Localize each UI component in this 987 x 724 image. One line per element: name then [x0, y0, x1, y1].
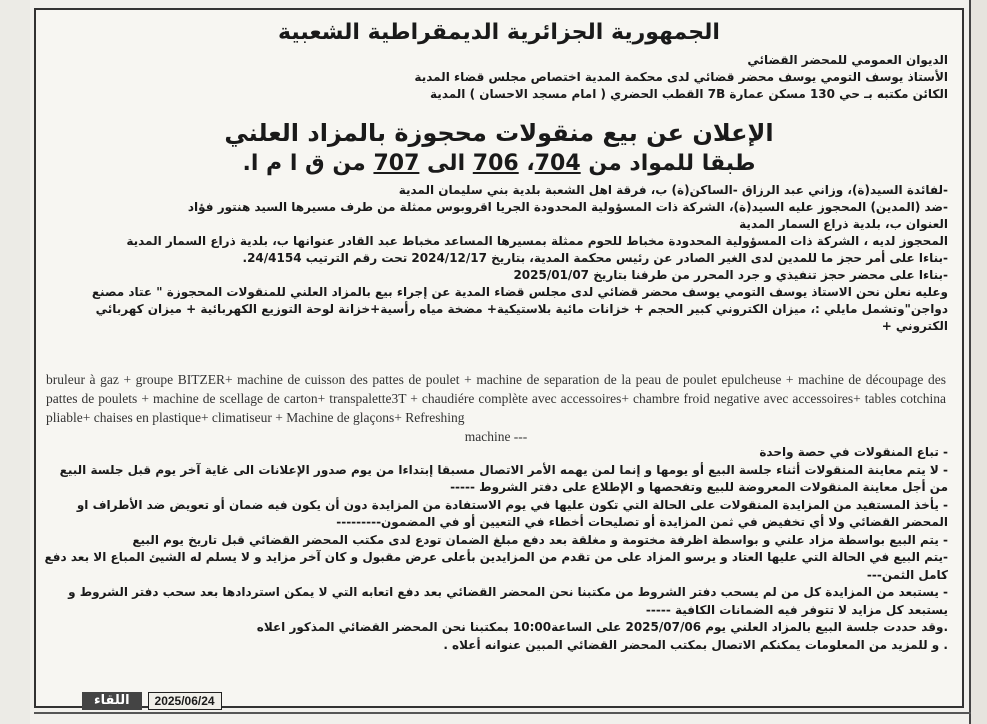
office-line-2: الأستاذ يوسف التومي يوسف محضر قضائي لدى محكمة المدية اختصاص مجلس قضاء المدية	[414, 70, 948, 84]
subtitle-prefix: طبقا للمواد من	[580, 151, 756, 176]
condition-4: - يتم البيع بواسطة مزاد علني و بواسطة اظرفة مختومة و مغلقة بعد دفع مبلغ الضمان تودع لدى مكتب المحضر القضائي قبل تاريخ يوم البيع	[132, 532, 948, 547]
subtitle-mid: الى	[419, 151, 473, 176]
office-line-1: الديوان العمومي للمحضر القضائي	[747, 53, 948, 67]
office-line-3: الكائن مكتبه بـ حي 130 مسكن عمارة 7B القطب الحضري ( امام مسجد الاحسان ) المدية	[430, 87, 948, 101]
announcement-title: الإعلان عن بيع منقولات محجوزة بالمزاد العلني	[224, 119, 774, 147]
equipment-list-last: machine ---	[464, 429, 528, 444]
publication-date: 2025/06/24	[148, 692, 222, 710]
body-line-6: -بناءا على محضر حجز تنفيذي و جرد المحرر من طرفنا بتاريخ 2025/01/07	[513, 268, 948, 282]
announcement-frame	[34, 8, 964, 708]
sale-conditions	[43, 444, 948, 654]
contact-line: . و للمزيد من المعلومات يمكنكم الاتصال بمكتب المحضر القضائي المبين عنوانه أعلاه .	[443, 637, 948, 652]
bottom-rule	[34, 712, 971, 714]
left-margin-strip	[0, 0, 30, 724]
article-704: 704	[534, 151, 581, 176]
body-line-5: -بناءا على أمر حجز ما للمدين لدى الغير الصادر عن رئيس محكمة المدية، بتاريخ 2024/12/17 تحت رقم الترتيب 24/4154.	[242, 251, 948, 265]
office-header	[308, 52, 948, 103]
condition-6: - يستبعد من المزايدة كل من لم يسحب دفتر الشروط من مكتبنا نحن المحضر القضائي بعد دفع اتعابه التي لا يمكن استردادها بعد سحب دفتر الشروط و يستبعد كل مزايد لا تتوفر فيه الضمانات الكافية -----	[68, 585, 948, 617]
equipment-list-text: bruleur à gaz + groupe BITZER+ machine de cuisson des pattes de poulet + machine de separation de la peau de poulet epulcheuse + machine de découpage des pattes de poulets + machine de scellage de carton+ transpalette3T + chaudiére complète avec accessoires+ chambre froid negative avec accessoires+ tables cotchina pliable+ chaises en plastique+ climatiseur + Machine de glaçons+ Refreshing	[46, 372, 946, 425]
comma-sep: ،	[518, 151, 535, 176]
subtitle-suffix: من ق ا م ا.	[242, 151, 374, 176]
body-line-1: -لفائدة السيد(ة)، وزاني عبد الرزاق -الساكن(ة) ب، فرقة اهل الشعبة بلدية بني سليمان المدية	[398, 183, 948, 197]
body-line-2: -ضد (المدين) المحجوز عليه السيد(ة)، الشركة ذات المسؤولية المحدودة الجريا اقروبوس ممثلة من طرف مسيرها السيد هنتور فؤاد	[187, 200, 948, 214]
publication-footer	[82, 692, 222, 710]
sale-date-line: .وقد حددت جلسة البيع بالمزاد العلني يوم 2025/07/06 على الساعة10:00 بمكتبنا نحن المحضر القضائي المذكور اعلاه	[256, 620, 948, 634]
republic-heading: الجمهورية الجزائرية الديمقراطية الشعبية	[278, 20, 720, 45]
body-line-3: العنوان ب، بلدية ذراع السمار المدية	[739, 217, 948, 231]
announcement-subtitle	[36, 150, 962, 178]
body-line-7: وعليه نعلن نحن الاستاذ يوسف التومي يوسف محضر قضائي لدى مجلس قضاء المدية عن إجراء بيع بالمزاد العلني للمنقولات المحجوزة " عتاد مصنع دواجن"وتشمل مايلي :، ميزان الكتروني كبير الحجم + خزانات مائية بلاستيكية+ مضخة مياه رأسية+خزانة لوحة التوزيع الكهربائية + ميزان كهربائي الكتروني +	[91, 285, 948, 333]
condition-5: -يتم البيع في الحالة التي عليها العتاد و يرسو المزاد على من تقدم من المزايدين بأعلى عرض مقبول و كان آخر مزايد و لا يسلم له الشيئ المباع الا بعد دفع كامل الثمن---	[44, 550, 948, 582]
parties-section	[48, 182, 948, 335]
condition-1: - تباع المنقولات في حصة واحدة	[759, 445, 948, 459]
right-margin-strip	[969, 0, 987, 724]
condition-2: - لا يتم معاينة المنقولات أثناء جلسة البيع أو يومها و إنما لمن يهمه الأمر الاتصال مسبقا إبتداءا من يوم صدور الإعلانات الى غاية آخر يوم قبل جلسة البيع من أجل معاينة المنقولات المعروضة للبيع وتفحصها و الإطلاع على دفتر الشروط -----	[59, 462, 948, 494]
body-line-4: المحجوز لديه ، الشركة ذات المسؤولية المحدودة مخباط للحوم ممثلة بمسيرها المساعد مخباط عبد القادر عنوانها ب، بلدية ذراع السمار المدية	[126, 234, 948, 248]
article-706: 706	[472, 151, 519, 176]
publisher-badge: اللقاء	[82, 692, 142, 710]
article-707: 707	[373, 151, 420, 176]
equipment-list-french	[46, 370, 946, 446]
condition-3: - يأخذ المستفيد من المزايدة المنقولات على الحالة التي تكون عليها في يوم الاستفادة من المزايدة دون أن يكون فيه ضمان أو تعويض ضد الأطراف او المحضر القضائي ولا أي تخفيض في ثمن المزايدة أو تصليحات أخطاء في التعيين أو في المضمون---------	[76, 497, 948, 529]
